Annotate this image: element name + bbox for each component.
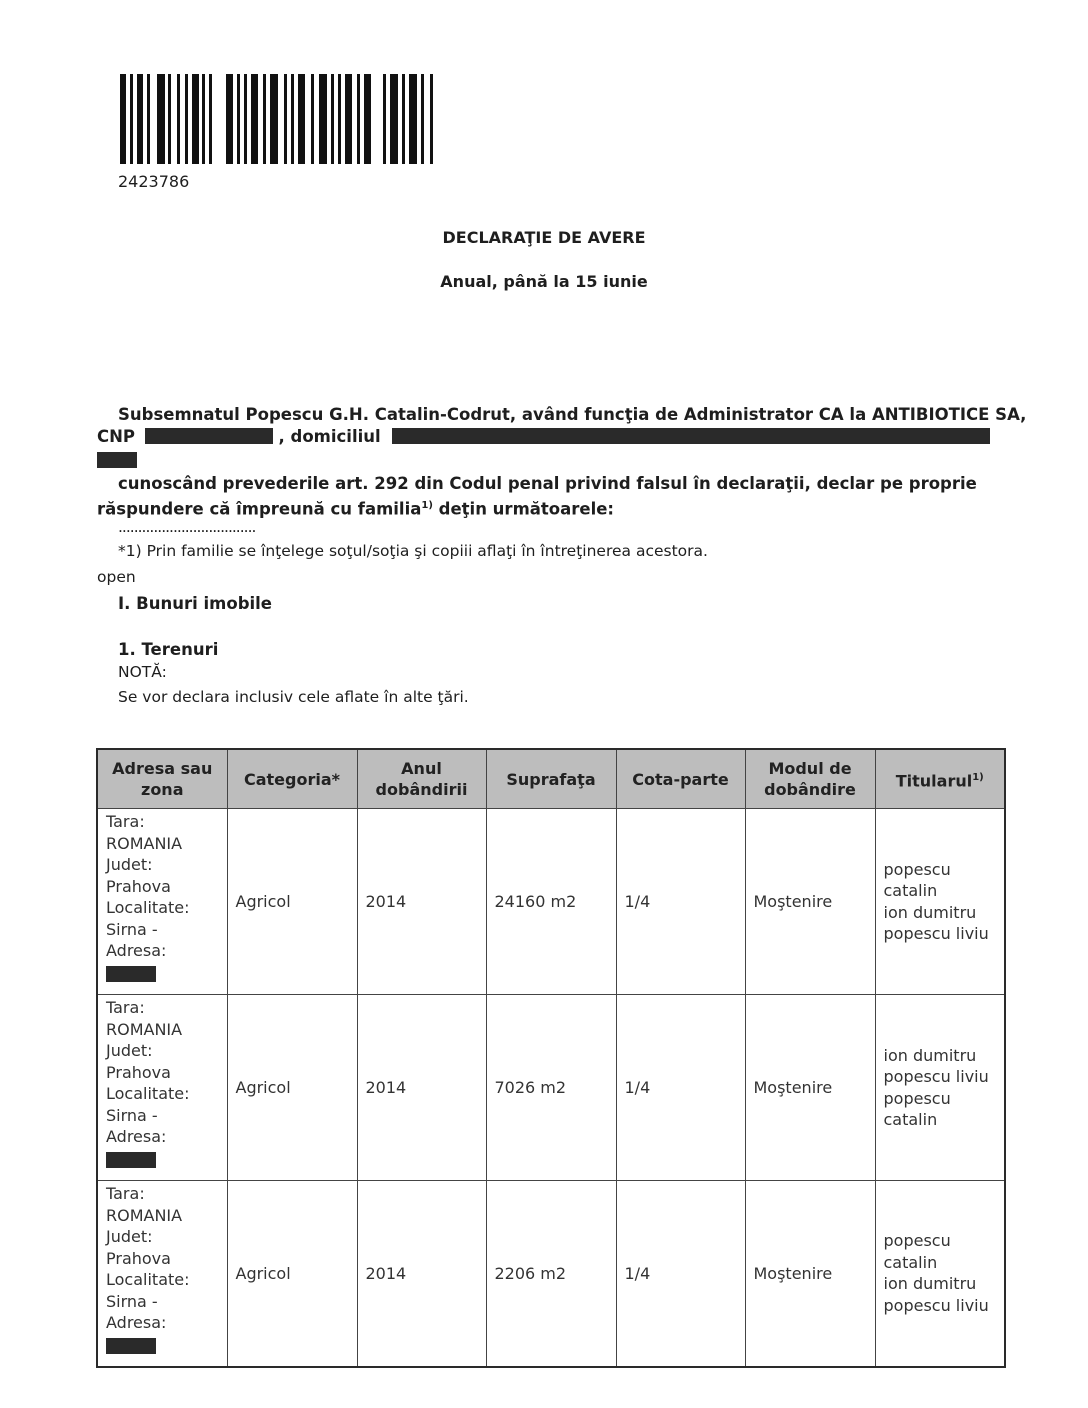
domicile-redaction [392,428,990,444]
section-subtitle: 1. Terenuri [118,640,219,659]
address-line: ROMANIA [106,833,183,853]
owner-line: catalin [883,1110,938,1129]
intro-line-3a: cunoscând prevederile art. 292 din Codul penal privind falsul în declaraţii, declar pe proprie [118,474,977,493]
nota-label: NOTĂ: [118,663,167,681]
cell-share: 1/4 [616,809,745,995]
cell-address [97,1181,227,1367]
intro-line-3b-end: deţin următoarele: [432,499,615,519]
cell-category: Agricol [227,1181,357,1367]
address-line: Adresa: [106,1127,167,1146]
family-footnote: *1) Prin familie se înţelege soţul/soţia şi copiii aflaţi în întreţinerea acestora. [118,542,708,560]
address-redaction [106,1338,156,1354]
col-header-year: Anul dobândirii [357,749,486,809]
owner-line: popescu liviu [883,1067,989,1086]
cell-owners [875,995,1005,1181]
address-line: Adresa: [106,941,167,960]
cell-category: Agricol [227,809,357,995]
owner-line: popescu liviu [883,924,989,943]
address-line: Sirna - [106,919,158,939]
address-line: Localitate: [106,1084,190,1103]
footnote-ref: 1) [421,500,433,511]
barcode [120,74,600,164]
cell-area: 2206 m2 [486,1181,616,1367]
owner-line: ion dumitru [883,1045,977,1065]
cell-address [97,995,227,1181]
cell-category: Agricol [227,995,357,1181]
col-header-area: Suprafaţa [486,749,616,809]
table-row [97,1181,1005,1367]
address-redaction [106,1152,156,1168]
col-header-mode: Modul de dobândire [745,749,875,809]
owner-line: ion dumitru [883,902,977,922]
address-line: Localitate: [106,898,190,917]
address-line: Prahova [106,1062,171,1082]
address-redaction [106,966,156,982]
cell-owners [875,809,1005,995]
address-line: ROMANIA [106,1019,183,1039]
cell-mode: Moştenire [745,809,875,995]
cell-mode: Moştenire [745,995,875,1181]
cell-share: 1/4 [616,1181,745,1367]
owner-line: catalin [883,881,938,900]
col-header-share: Cota-parte [616,749,745,809]
table-header-row [97,749,1005,809]
document-title: DECLARAŢIE DE AVERE [442,228,646,247]
address-line: Judet: [106,1227,153,1246]
barcode-number: 2423786 [118,172,190,191]
cell-area: 7026 m2 [486,995,616,1181]
owner-line: popescu liviu [883,1295,989,1315]
cell-owners [875,1181,1005,1367]
owner-line: ion dumitru [883,1274,977,1294]
address-line: Sirna - [106,1291,158,1311]
address-line: Adresa: [106,1313,167,1332]
owner-line: popescu [883,1231,951,1251]
address-line: Prahova [106,876,171,896]
document-subtitle: Anual, până la 15 iunie [440,272,648,291]
intro-line-1: Subsemnatul Popescu G.H. Catalin-Codrut, având funcţia de Administrator CA la ANTIBIOTICE SA, [118,405,1027,424]
address-line: Tara: [106,812,145,831]
cnp-label: CNP [97,427,136,446]
address-line: Judet: [106,855,153,874]
owner-line: popescu [883,859,951,879]
intro-cnp-line [97,426,990,448]
cell-year: 2014 [357,995,486,1181]
land-table [96,748,1006,1368]
address-line: Tara: [106,998,145,1017]
cell-year: 2014 [357,809,486,995]
cnp-redaction [145,428,273,444]
dotted-line: ................................... [118,518,256,536]
address-line: Sirna - [106,1105,158,1125]
owner-line: catalin [883,1252,938,1272]
section-title: I. Bunuri imobile [118,594,273,613]
domicile-label: , domiciliul [278,427,381,446]
intro-line-3b [97,495,614,521]
open-text: open [97,568,136,586]
col-header-owner: Titularul$^{1)}$ [875,749,1005,809]
nota-text: Se vor declara inclusiv cele aflate în alte ţări. [118,688,469,706]
address-line: ROMANIA [106,1205,183,1225]
cell-address [97,809,227,995]
col-header-category: Categoria* [227,749,357,809]
intro-line-3b-text: răspundere că împreună cu familia [97,499,422,519]
cell-area: 24160 m2 [486,809,616,995]
domicile-redaction-tail [97,451,137,470]
table-row [97,809,1005,995]
cell-share: 1/4 [616,995,745,1181]
address-line: Judet: [106,1041,153,1060]
address-line: Localitate: [106,1270,190,1289]
col-header-address: Adresa sau zona [97,749,227,809]
cell-mode: Moştenire [745,1181,875,1367]
table-row [97,995,1005,1181]
address-line: Prahova [106,1248,171,1268]
cell-year: 2014 [357,1181,486,1367]
owner-line: popescu [883,1088,951,1108]
address-line: Tara: [106,1184,145,1203]
